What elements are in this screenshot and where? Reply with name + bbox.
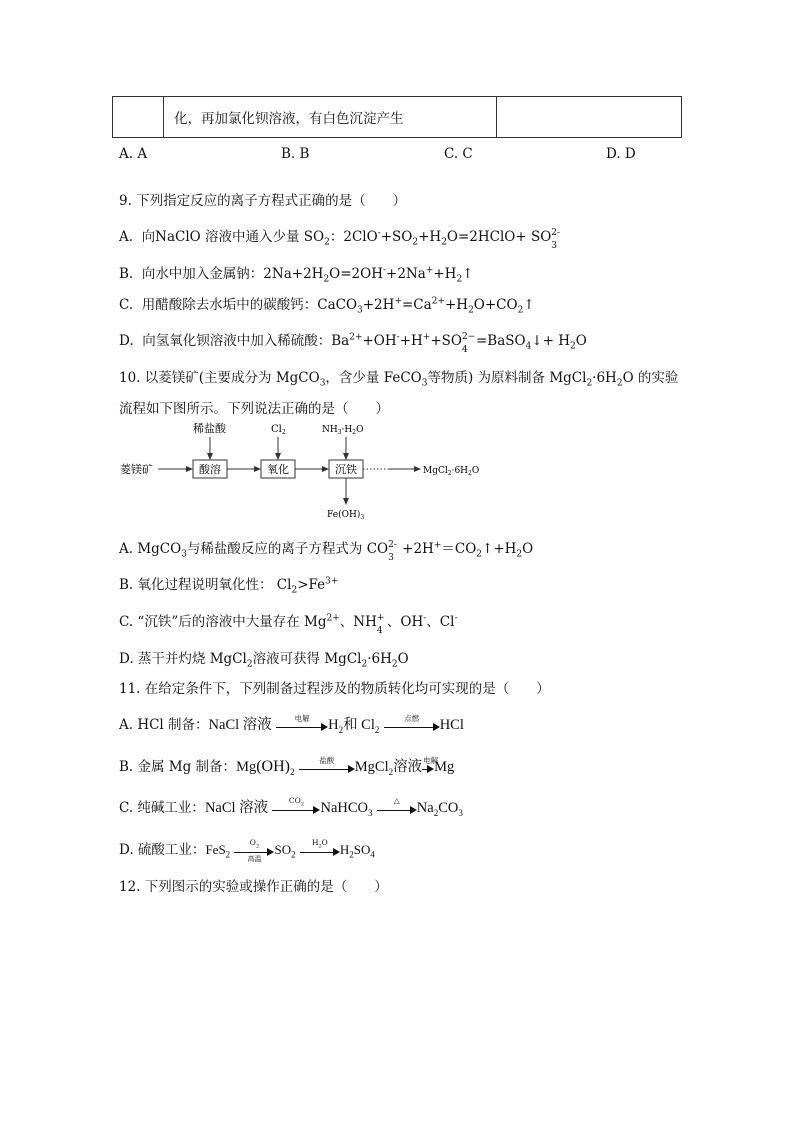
table-cell-index xyxy=(113,97,164,138)
q9-stem: 9. 下列指定反应的离子方程式正确的是（ ） xyxy=(119,193,407,209)
q9-option-c: C. 用醋酸除去水垢中的碳酸钙：$CaCO_3+2H^+=Ca^{2+}+H_2O+CO_2↑$ xyxy=(119,296,535,316)
q8-option-d: D. D xyxy=(606,146,636,162)
q10-option-c: C. “沉铁”后的溶液中大量存在 $Mg^{2+}$、NH + 4 、OH-、Cl- xyxy=(119,612,458,636)
table-cell-answer xyxy=(497,97,682,138)
q8-option-c: C. C xyxy=(444,146,473,162)
q11-option-d: D. 硫酸工业：FeS$_2$ $O_2$ 高温 $SO_2$ $H_2O$ $H_2SO_4$ xyxy=(119,837,375,863)
table-cell-text: 化，再加氯化钡溶液，有白色沉淀产生 xyxy=(164,97,497,138)
q10-flow-diagram xyxy=(110,418,510,524)
q11-option-a: A. HCl 制备：NaCl 溶液 电解 $H_2$和 $Cl_2$ 点燃 HCl xyxy=(119,713,464,735)
q9-option-a: A. 向NaClO 溶液中通入少量 $SO_2$：$2ClO^-+SO_2+H_2O=2HClO+$ SO 2- 3 xyxy=(119,227,561,251)
flow-reagent2-label: $Cl_2$ xyxy=(271,424,286,436)
flow-step3-label: 沉铁 xyxy=(335,463,357,476)
q9-option-d: D. 向氢氧化钡溶液中加入稀硫酸：$Ba^{2+}+OH^-+H^++SO$ 2− 4 =BaSO$_4$↓+ $H_2O$ xyxy=(119,331,587,355)
q10-stem-line2: 流程如下图所示。下列说法正确的是（ ） xyxy=(119,401,389,417)
q9-option-b: B. 向水中加入金属钠：$2Na+2H_2O=2OH^-+2Na^++H_2↑$ xyxy=(119,265,474,285)
flow-input-label: 菱镁矿 xyxy=(120,463,153,476)
flow-product-label: $MgCl_2\cdot 6H_2O$ xyxy=(423,466,480,477)
q11-option-c: C. 纯碱工业：NaCl 溶液 $CO_2$ NaHCO$_3$ △ $Na_2CO_3$ xyxy=(119,795,463,818)
flow-byproduct-label: $Fe(OH)_3$ xyxy=(327,510,365,521)
flow-step1-label: 酸溶 xyxy=(199,463,221,476)
q10-option-d: D. 蒸干并灼烧 MgCl$_2$溶液可获得 $MgCl_2\cdot 6H_2O$ xyxy=(119,651,409,670)
q11-stem: 11. 在给定条件下，下列制备过程涉及的物质转化均可实现的是（ ） xyxy=(119,681,550,697)
q11-option-b: B. 金属 Mg 制备：$Mg(OH)_2$ 盐酸 MgCl$_2$溶液 电解 Mg xyxy=(119,755,455,777)
q10-stem-line1: 10. 以菱镁矿(主要成分为 MgCO$_3$，含少量 FeCO$_3$等物质) 为原料制备 $MgCl_2\cdot 6H_2O$ 的实验 xyxy=(119,370,679,389)
flow-step2-label: 氧化 xyxy=(267,463,289,476)
q10-option-a: A. MgCO$_3$与稀盐酸反应的离子方程式为 CO 2- 3 $+2H^+=CO_2↑+H_2O$ xyxy=(119,539,534,563)
flow-reagent1-label: 稀盐酸 xyxy=(193,422,226,435)
flow-reagent3-label: $NH_3\cdot H_2O$ xyxy=(322,425,364,436)
answer-table-fragment xyxy=(112,96,682,138)
q10-option-b: B. 氧化过程说明氧化性： $Cl_2>Fe^{3+}$ xyxy=(119,576,339,596)
q8-option-a: A. A xyxy=(119,146,148,162)
q8-option-b: B. B xyxy=(281,146,310,162)
q12-stem: 12. 下列图示的实验或操作正确的是（ ） xyxy=(119,879,388,895)
